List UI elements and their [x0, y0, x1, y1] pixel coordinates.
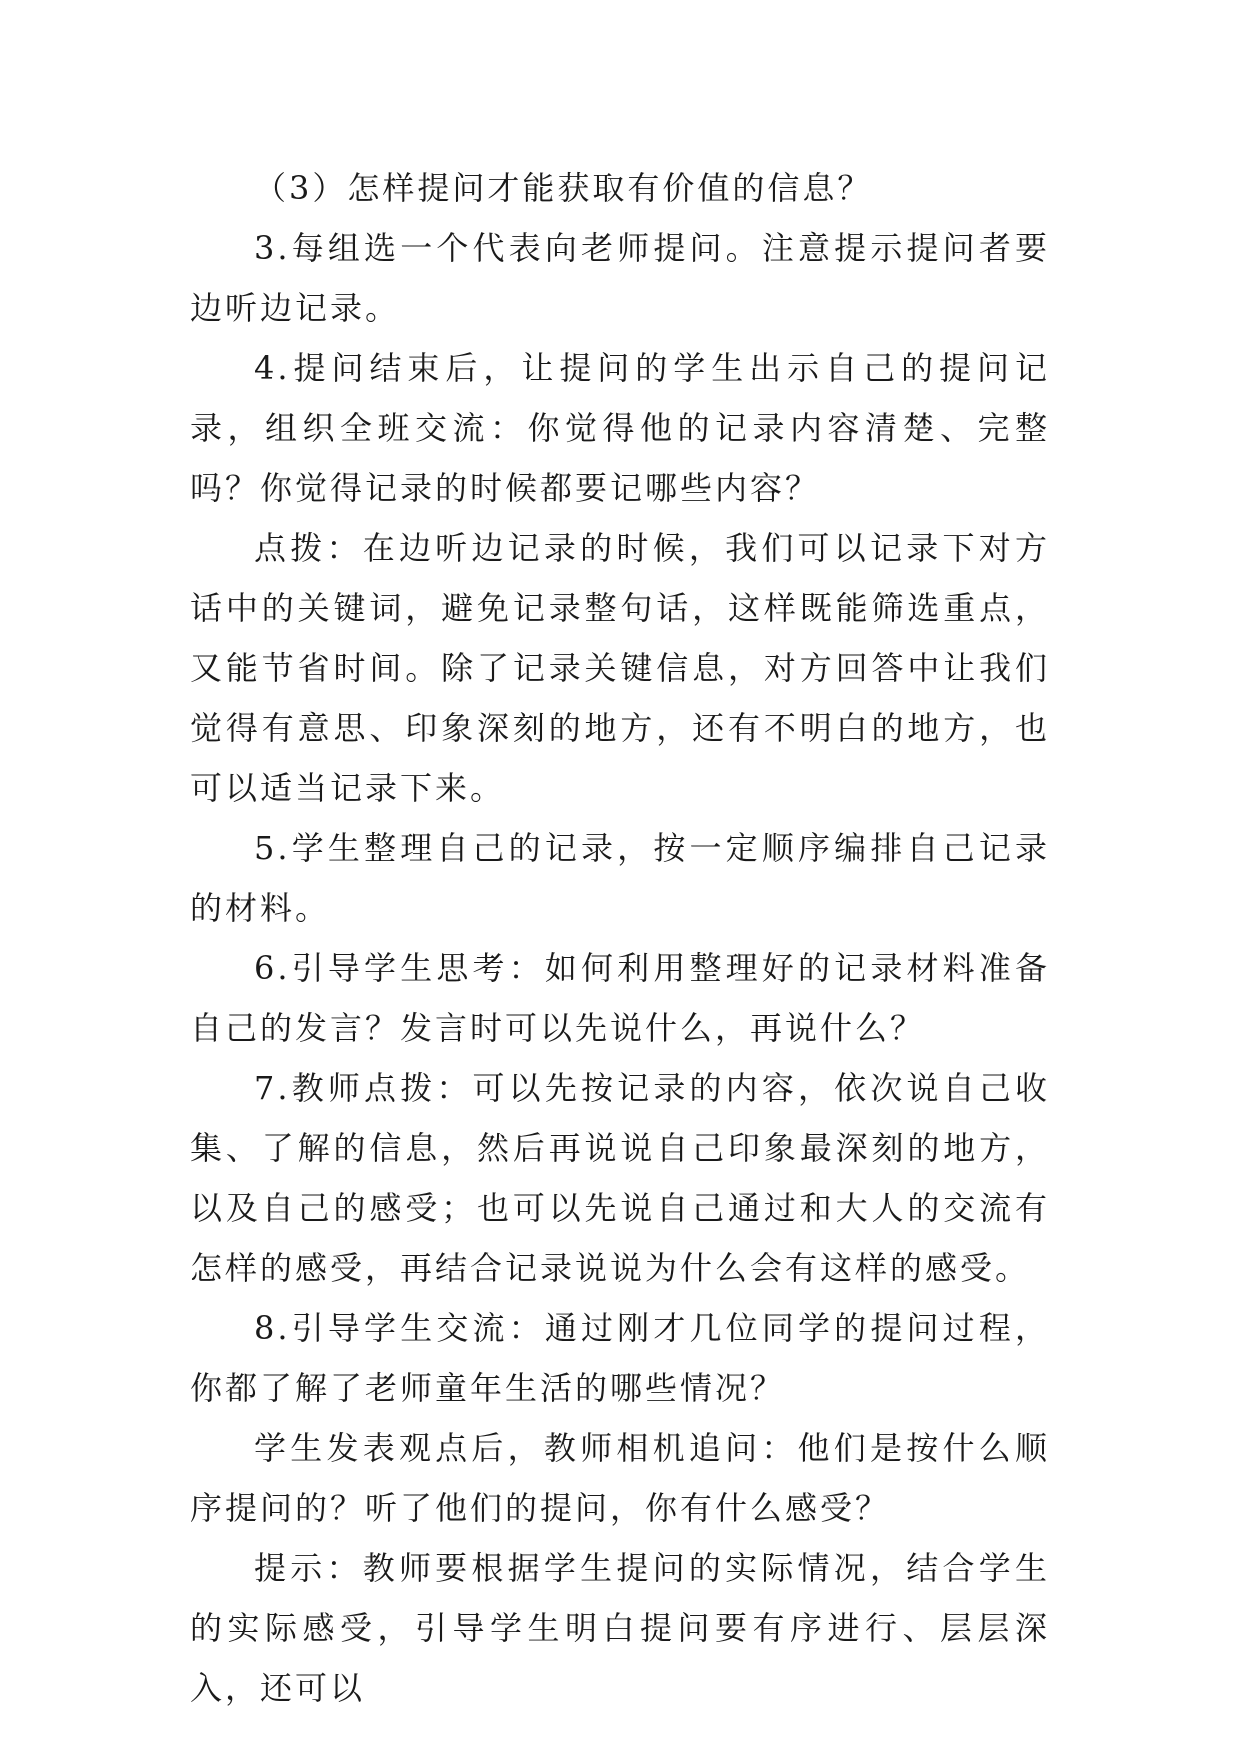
paragraph-follow-up: 学生发表观点后，教师相机追问：他们是按什么顺序提问的？听了他们的提问，你有什么感受？: [190, 1429, 1050, 1527]
paragraph-step-4: 4.提问结束后，让提问的学生出示自己的提问记录，组织全班交流：你觉得他的记录内容清楚、完整吗？你觉得记录的时候都要记哪些内容？: [190, 349, 1050, 507]
paragraph-step-5: 5.学生整理自己的记录，按一定顺序编排自己记录的材料。: [190, 829, 1050, 927]
paragraph-step-7: 7.教师点拨：可以先按记录的内容，依次说自己收集、了解的信息，然后再说说自己印象最深刻的地方，以及自己的感受；也可以先说自己通过和大人的交流有怎样的感受，再结合记录说说为什么会有这样的感受。: [190, 1069, 1050, 1287]
paragraph-step-8: 8.引导学生交流：通过刚才几位同学的提问过程，你都了解了老师童年生活的哪些情况？: [190, 1309, 1050, 1407]
paragraph-step-3: 3.每组选一个代表向老师提问。注意提示提问者要边听边记录。: [190, 229, 1050, 327]
document-body: [190, 158, 1050, 1718]
paragraph-question-3: （3）怎样提问才能获取有价值的信息？: [254, 169, 873, 207]
paragraph-guidance: 点拨：在边听边记录的时候，我们可以记录下对方话中的关键词，避免记录整句话，这样既能筛选重点，又能节省时间。除了记录关键信息，对方回答中让我们觉得有意思、印象深刻的地方，还有不明白的地方，也可以适当记录下来。: [190, 529, 1050, 807]
paragraph-tip: 提示：教师要根据学生提问的实际情况，结合学生的实际感受，引导学生明白提问要有序进行、层层深入，还可以: [190, 1549, 1050, 1707]
paragraph-step-6: 6.引导学生思考：如何利用整理好的记录材料准备自己的发言？发言时可以先说什么，再说什么？: [190, 949, 1050, 1047]
